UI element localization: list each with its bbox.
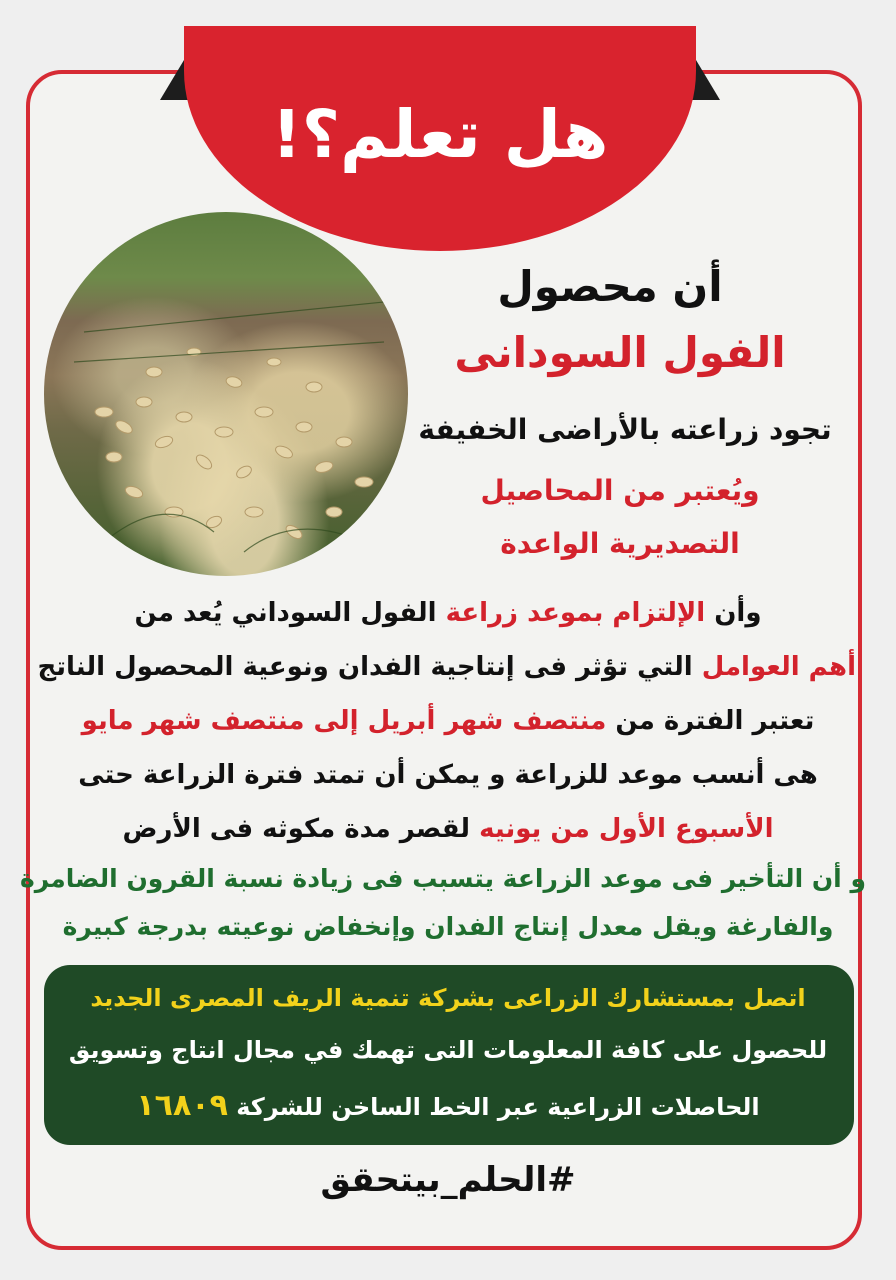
- contact-line-1: اتصل بمستشارك الزراعى بشركة تنمية الريف المصرى الجديد: [90, 984, 806, 1012]
- body-para-2-a: أهم العوامل: [701, 652, 856, 682]
- intro-line-1: أن محصول: [497, 262, 723, 311]
- intro-line-3: تجود زراعته بالأراضى الخفيفة: [418, 413, 832, 446]
- hashtag: #الحلم_بيتحقق: [320, 1160, 576, 1200]
- body-para-3-a: تعتبر الفترة من: [606, 706, 815, 736]
- peanut-crop-photo: [44, 212, 408, 576]
- body-para-5: [60, 814, 836, 844]
- hotline-number[interactable]: ١٦٨٠٩: [136, 1088, 228, 1123]
- body-para-3-b: منتصف شهر أبريل إلى منتصف شهر مايو: [81, 706, 607, 736]
- peanut-pods-illustration: [44, 212, 408, 576]
- body-para-5-a: الأسبوع الأول من يونيه: [479, 814, 774, 844]
- body-para-4: هى أنسب موعد للزراعة و يمكن أن تمتد فترة الزراعة حتى: [78, 760, 818, 790]
- body-para-5-b: لقصر مدة مكوثه فى الأرض: [122, 814, 480, 844]
- body-para-2: [37, 652, 856, 682]
- body-para-1-c: الفول السوداني يُعد من: [134, 598, 446, 628]
- body-para-1-a: وأن: [705, 598, 762, 628]
- body-para-6: و أن التأخير فى موعد الزراعة يتسبب فى زيادة نسبة القرون الضامرة: [19, 864, 866, 893]
- intro-line-5: التصديرية الواعدة: [500, 527, 740, 560]
- body-para-3: [60, 706, 836, 736]
- body-para-2-b: التي تؤثر فى إنتاجية الفدان ونوعية المحصول الناتج: [37, 652, 702, 682]
- crop-name: الفول السودانى: [454, 328, 786, 377]
- intro-line-4: ويُعتبر من المحاصيل: [480, 474, 760, 507]
- body-para-1-b: الإلتزام بموعد زراعة: [445, 598, 706, 628]
- contact-line-3: [60, 1088, 836, 1123]
- body-para-7: والفارغة ويقل معدل إنتاج الفدان وإنخفاض نوعيته بدرجة كبيرة: [62, 912, 834, 941]
- banner-title: هل تعلم؟!: [271, 96, 609, 173]
- body-para-1: [60, 598, 836, 628]
- contact-line-3-text: الحاصلات الزراعية عبر الخط الساخن للشركة: [227, 1093, 760, 1121]
- contact-line-2: للحصول على كافة المعلومات التى تهمك في مجال انتاج وتسويق: [68, 1036, 828, 1064]
